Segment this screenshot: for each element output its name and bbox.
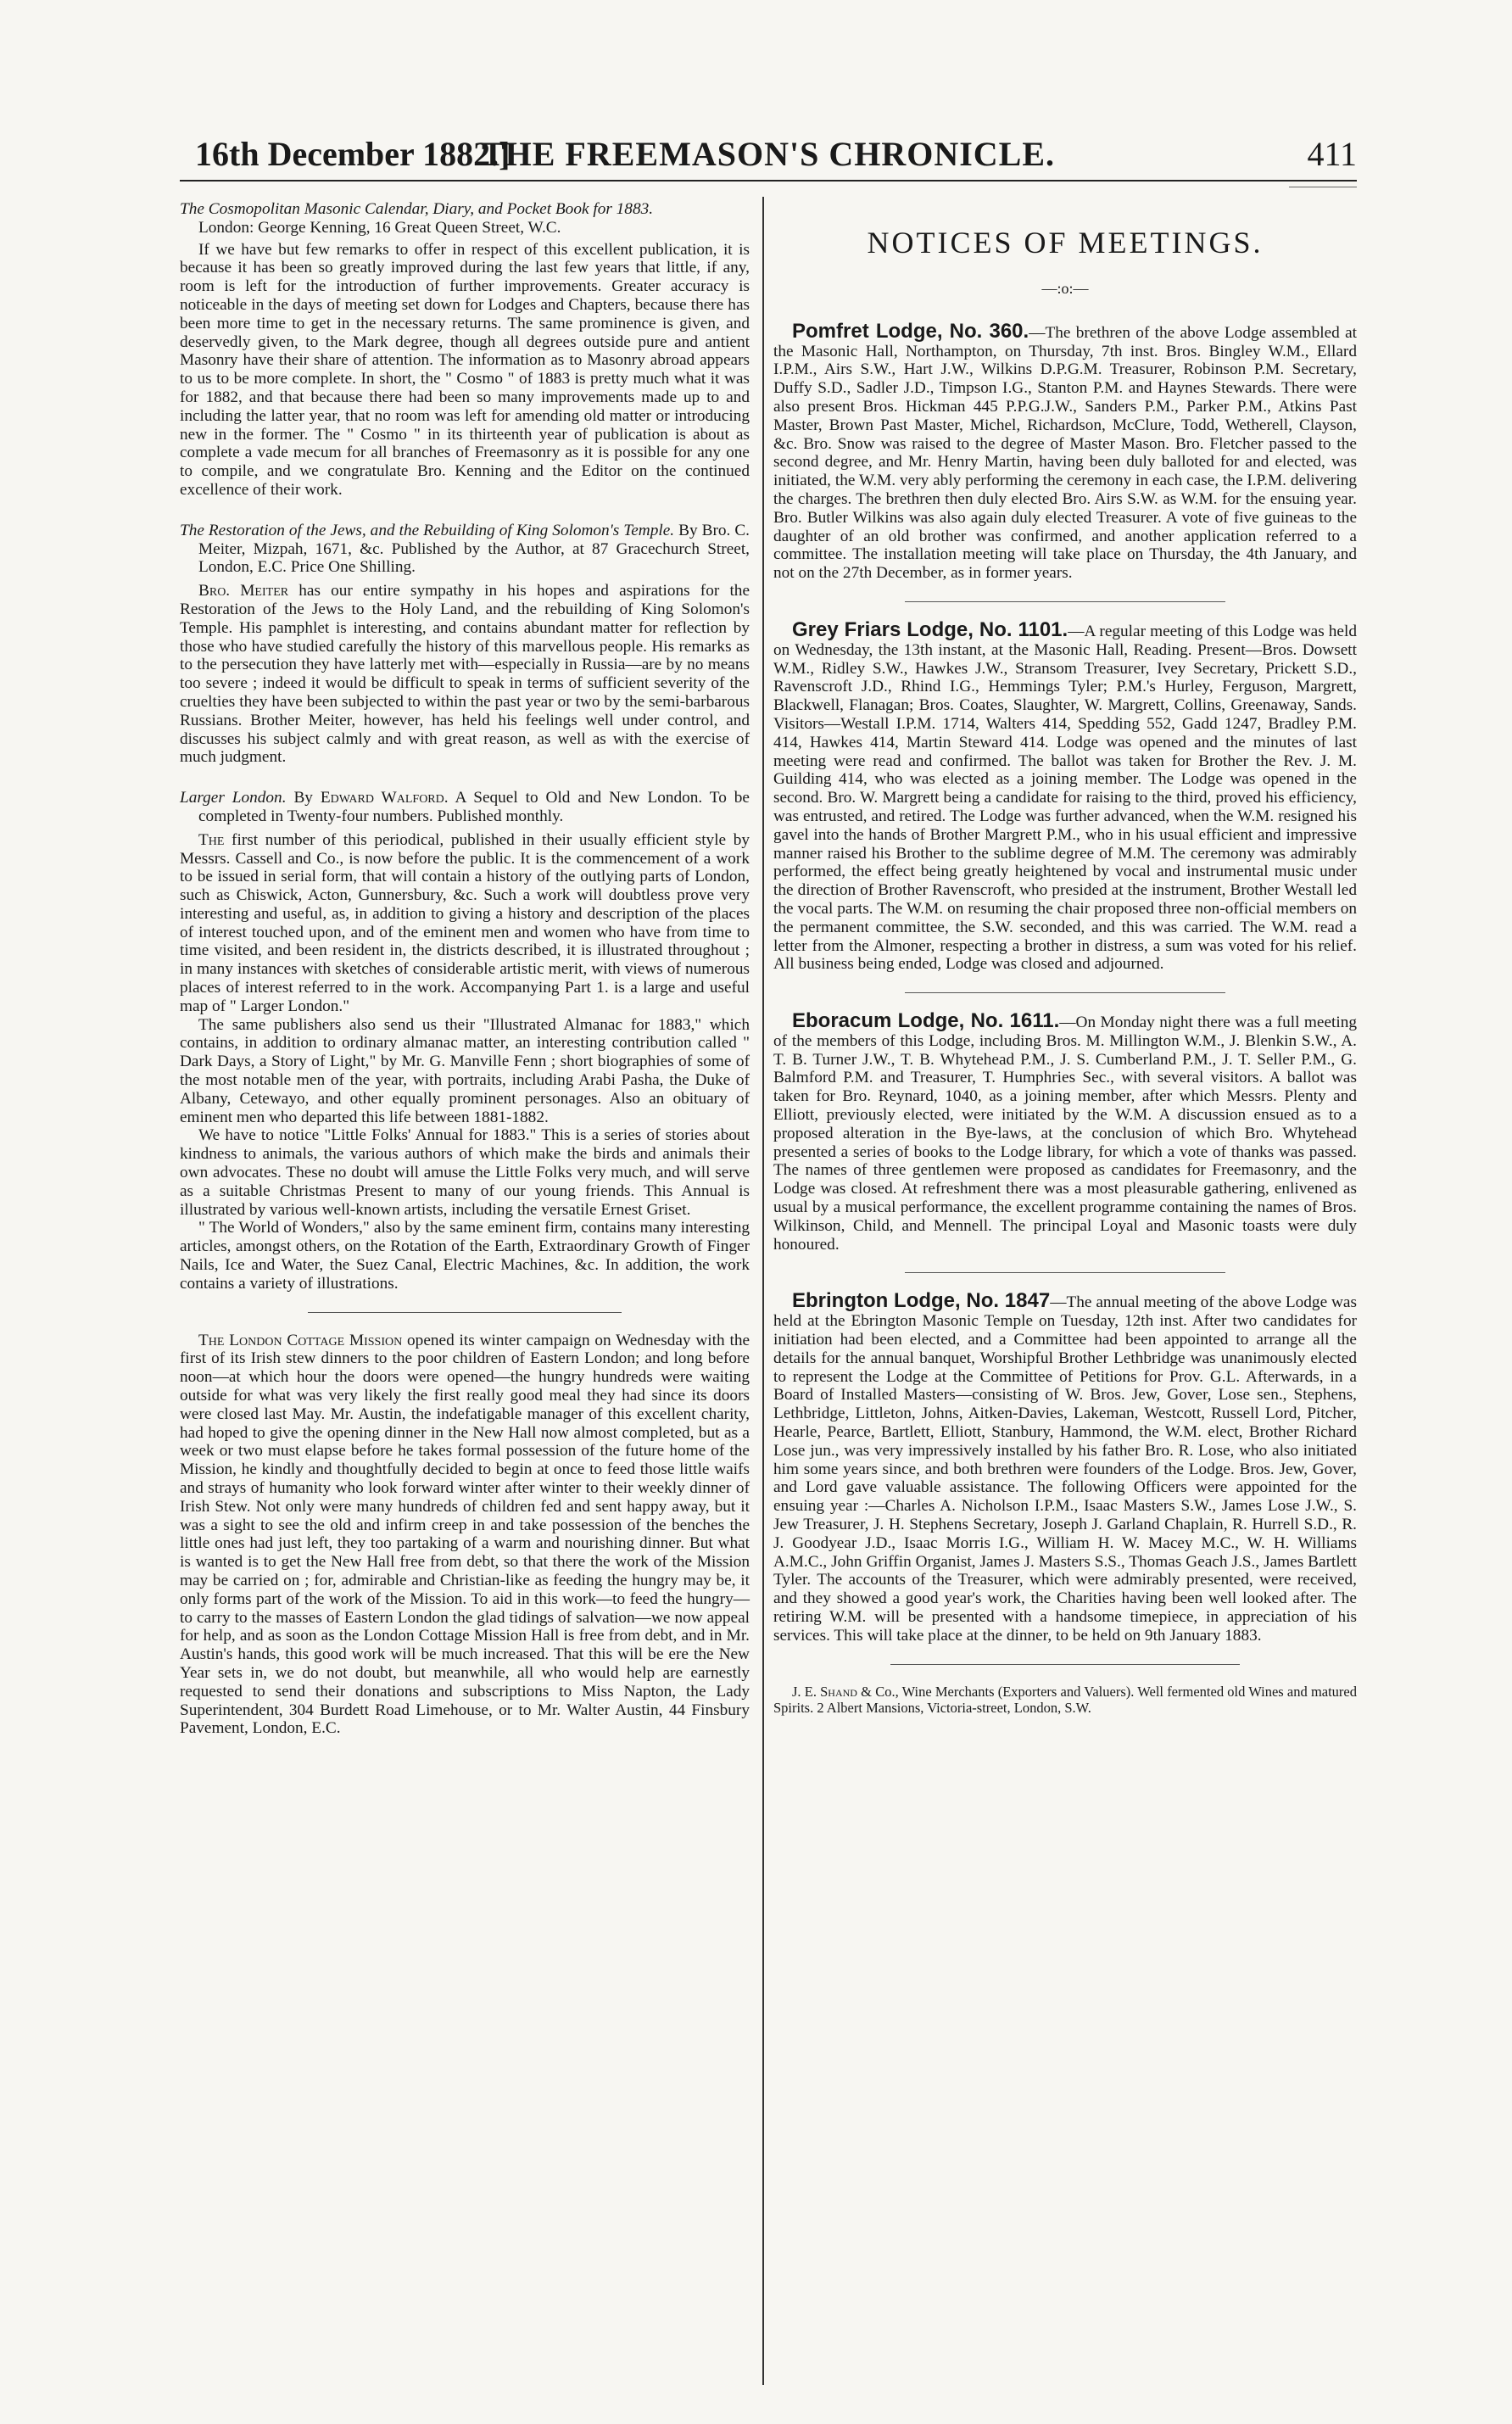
review-cosmopolitan-title: The Cosmopolitan Masonic Calendar, Diary, and Pocket Book for 1883.: [180, 200, 654, 218]
section-rule: [905, 601, 1225, 602]
cottage-mission-body: opened its winter campaign on Wednesday with the first of its Irish stew dinners to the poor children of Eastern London; and long before noon—at which hour the doors were opened—the hungry hundreds were waiting outside for what was very likely the first really good meal they had since its doors were closed last May. Mr. Austin, the indefatigable manager of this excellent charity, had hoped to give the opening dinner in the New Hall now almost completed, but as a week or two must elapse before he takes formal possession of the future home of the Mission, he kindly and thoughtfully decided to begin at once to feed those little waifs and strays of humanity who look forward winter after winter to their weekly dinner of Irish Stew. Not only were many hundreds of children fed and sent happy away, but it was a sight to see the old and infirm creep in and take possession of the benches the little ones had just left, they too partaking of a warm and nourishing dinner. But what is wanted is to get the New Hall free from debt, so that there the work of the Mission may be carried on ; for, admirable and Christian-like as feeding the hungry may be, it only forms part of the work of the Mission. To aid in this work—to feed the hungry— to carry to the masses of Eastern London the glad tidings of salvation—we now appeal for help, and as soon as the London Cottage Mission Hall is free from debt, and in Mr. Austin's hands, this good work will be much increased. That this will be ere the New Year sets in, we do not doubt, but meanwhile, all who would help are earnestly requested to send their donations and subscriptions to Miss Napton, the Lady Superintendent, 304 Burdett Road Limehouse, or to Mr. Walter Austin, 44 Finsbury Pavement, London, E.C.: [180, 1331, 750, 1738]
page-header: [180, 127, 1357, 180]
review-larger-london-p4: " The World of Wonders," also by the same eminent firm, contains many interesting articles, amongst others, on the Rotation of the Earth, Extraordinary Growth of Finger Nails, Ice and Water, the Suez Canal, Electric Machines, &c. In addition, the work contains a variety of illustrations.: [180, 1219, 750, 1293]
section-rule: [308, 1312, 622, 1313]
header-date: 16th December 1882.]: [195, 135, 511, 173]
notice-eboracum-body: —On Monday night there was a full meeting of the members of this Lodge, including Bros. M. Millington W.M., J. Blenkin S.W., A. T. B. Turner J.W., T. B. Whytehead P.M., J. S. Cumberland P.M., J. T. Seller P.M., G. Balmford P.M. and Treasurer, T. Humphries Sec., with several visitors. A ballot was taken for Bro. Reynard, 1040, as a joining member, after which Messrs. Plenty and Elliott, previously elected, were initiated by the W.M. A discussion ensued as to a proposed alteration in the Bye-laws, at the conclusion of which Bro. Whytehead presented a series of books to the Lodge library, for which a vote of thanks was passed. The names of three gentlemen were proposed as candidates for Freemasonry, and the Lodge was closed. At refreshment there was a most pleasurable gathering, enlivened as usual by a musical performance, the excellent programme containing the names of Bros. Wilkinson, Child, and Mennell. The principal Loyal and Masonic toasts were duly honoured.: [773, 1014, 1358, 1254]
review-larger-london-heading: Larger London. By Edward Walford. A Sequel to Old and New London. To be completed in Twenty-four numbers. Published monthly.: [180, 789, 750, 825]
section-rule: [905, 992, 1225, 993]
notice-pomfret-title: Pomfret Lodge, No. 360.: [792, 319, 1029, 343]
notice-grey-friars-lodge: [773, 617, 1357, 974]
notice-grey-friars-body: —A regular meeting of this Lodge was held on Wednesday, the 13th instant, at the Masonic Hall, Reading. Present—Bros. Dowsett W.M., Ridley S.W., Hawkes J.W., Stransom Treasurer, Ivey Secretary, Prickett S.D., Ravenscroft J.D., Rhind I.G., Hemmings Tyler; P.M.'s Hurley, Ferguson, Margrett, Blackwell, Flanagan; Bros. Coates, Slaughter, W. Margrett, Collins, Greenaway, Sands. Visitors—Westall I.P.M. 1714, Walters 414, Spedding 552, Gadd 1247, Bradley P.M. 414, Hawkes 414, Martin Steward 414. Lodge was opened and the minutes of last meeting were read and confirmed. The ballot was taken for Brother the Rev. J. M. Guilding 414, who was elected as a joining member. The Lodge was opened in the second. Bro. W. Margrett being a candidate for raising to the third, proved his efficiency, was entrusted, and retired. The Lodge was further advanced, when the W.M. resigned his gavel into the hands of Brother Margrett P.M., who in his usual efficient and impressive manner raised his Brother to the sublime degree of M.M. The ceremony was admirably performed, the effect being greatly heightened by vocal and instrumental music under the direction of Brother Ravenscroft, who presided at the instrument, Brother Westall led the vocal parts. The W.M. on resuming the chair proposed three non-official members on the permanent committee, the S.W. seconded, and this was carried. The W.M. read a letter from the Almoner, respecting a brother in distress, a sum was voted for his relief. All business being ended, Lodge was closed and adjourned.: [773, 622, 1357, 974]
column-divider: [762, 197, 764, 2385]
advertisement-name: J. E. Shand: [792, 1683, 857, 1700]
advertisement-body: & Co., Wine Merchants (Exporters and Valuers). Well fermented old Wines and matured Spirits. 2 Albert Mansions, Victoria-street, London, S.W.: [773, 1683, 1357, 1716]
review-restoration-heading: [180, 522, 750, 577]
notice-ebrington-lodge: [773, 1289, 1357, 1645]
review-cosmopolitan-publisher: London: George Kenning, 16 Great Queen Street, W.C.: [198, 218, 561, 237]
review-larger-london-author: Edward Walford: [320, 789, 444, 807]
review-restoration-body: [180, 582, 750, 767]
notice-grey-friars-title: Grey Friars Lodge, No. 1101.: [792, 617, 1068, 641]
review-larger-london-title: Larger London.: [180, 789, 287, 807]
section-rule: [905, 1272, 1225, 1273]
notice-ebrington-body: —The annual meeting of the above Lodge was held at the Ebrington Masonic Temple on Tuesday, 12th inst. After two candidates for initiation had been elected, and a Committee had been appointed to arrange all the details for the annual banquet, Worshipful Brother Lethbridge was unanimously elected to represent the Lodge at the Committee of Petitions for Prov. G.L. Afterwards, in a Board of Installed Masters—consisting of W. Bros. Jew, Gover, Lose sen., Stephens, Lethbridge, Littleton, Johns, Aitken-Davies, Lakeman, Westcott, Russell Lord, Pitcher, Hearle, Pearce, Bartlett, Elliott, Stanbury, Hammond, the W.M. elect, Brother Richard Lose jun., was very impressively installed by his father Bro. R. Lose, who also initiated him some years since, and both brethren were founders of the Lodge. Bros. Jew, Gover, and Lord gave valuable assistance. The following Officers were appointed for the ensuing year :—Charles A. Nicholson I.P.M., Isaac Masters S.W., James Lose J.W., S. Jew Treasurer, J. H. Stephens Secretary, Joseph J. Garland Chaplain, R. Hurrell S.D., R. J. Goodyear J.D., Isaac Morris I.G., William H. W. Macey M.C., W. H. Williams A.M.C., John Griffin Organist, James J. Masters S.S., Thomas Geach J.S., James Bartlett Tyler. The accounts of the Treasurer, which were admirably presented, were received, and they showed a good year's work, the Charities having been well looked after. The retiring W.M. will be presented with a handsome timepiece, in appreciation of his services. This will take place at the dinner, to be held on 9th January 1883.: [773, 1293, 1357, 1645]
notice-ebrington-title: Ebrington Lodge, No. 1847: [792, 1289, 1051, 1313]
review-larger-london-publisher: . A Sequel to Old and New London. To be completed in Twenty-four numbers. Published monthly.: [198, 789, 750, 825]
header-rule: [180, 180, 1357, 182]
left-column: [180, 200, 750, 1738]
review-restoration-text: has our entire sympathy in his hopes and aspirations for the Restoration of the Jews to the Holy Land, and the rebuilding of King Solomon's Temple. His pamphlet is interesting, and contains abundant matter for reflection by those who have studied carefully the history of this marvellous people. His remarks as to the persecution they have latterly met with—especially in Russia—are by no means too severe ; indeed it would be difficult to speak in terms of sufficient severity of the cruelties they have been subjected to within the past year or two by the semi-barbarous Russians. Brother Meiter, however, has held his feelings well under control, and discusses his subject calmly and with great reason, as well as with the exercise of much judgment.: [180, 582, 750, 767]
notices-ornament: —:o:—: [1041, 280, 1089, 297]
page-number: 411: [1307, 135, 1357, 173]
review-larger-london-p2: The same publishers also send us their "Illustrated Almanac for 1883," which contains, in addition to ordinary almanac matter, an interesting contribution called " Dark Days, a Story of Light," by Mr. G. Manville Fenn ; short biographies of some of the most notable men of the year, with portraits, including Arabi Pasha, the Duke of Albany, Cetewayo, and other equally prominent personages. Also an obituary of eminent men who departed this life between 1881-1882.: [180, 1015, 750, 1126]
notice-eboracum-title: Eboracum Lodge, No. 1611.: [792, 1009, 1060, 1033]
cottage-mission-lead: The London Cottage Mission: [198, 1331, 403, 1349]
review-restoration-lead: Bro. Meiter: [198, 582, 289, 600]
advertisement-shand: [773, 1684, 1357, 1716]
notice-eboracum-lodge: [773, 1009, 1358, 1254]
review-cosmopolitan-body: If we have but few remarks to offer in respect of this excellent publication, it is because it has been so greatly improved during the last few years that little, if any, room is left for the introduction of further improvements. Greater accuracy is noticeable in the days of meeting set down for Lodges and Chapters, because there has been more time to get in the necessary returns. The same prominence is given, and deservedly given, to the Mark degree, though all degrees outside pure and antient Masonry have their share of attention. The information as to Masonry abroad appears to us to be more complete. In short, the " Cosmo " of 1883 is pretty much what it was for 1882, and that because there had been so many improvements made up to and including the latter year, that no room was left for amending old matter or introducing new in the former. The " Cosmo " in its thirteenth year of publication is about as complete a vade mecum for all branches of Freemasonry as it is possible for any one to compile, and we congratulate Bro. Kenning and the Editor on the continued excellence of their work.: [180, 240, 750, 499]
right-column: [773, 200, 1357, 1716]
notice-pomfret-lodge: [773, 319, 1357, 583]
review-larger-london-p3: We have to notice "Little Folks' Annual for 1883." This is a series of stories about kindness to animals, the various authors of which make the birds and animals their own advocates. These no doubt will amuse the Little Folks very much, and will serve as a suitable Christmas Present to many of our young friends. This Annual is illustrated by various well-known artists, including the versatile Ernest Griset.: [180, 1126, 750, 1219]
review-cosmopolitan-heading: [180, 200, 750, 237]
cottage-mission-article: [180, 1332, 750, 1739]
review-restoration-title: The Restoration of the Jews, and the Rebuilding of King Solomon's Temple.: [180, 521, 675, 539]
notices-heading: NOTICES OF MEETINGS.: [867, 226, 1264, 260]
header-title: THE FREEMASON'S CHRONICLE.: [481, 135, 1056, 173]
review-larger-london-p1: The first number of this periodical, published in their usually efficient style by Messrs. Cassell and Co., is now before the public. It is the commencement of a work to be issued in serial form, that will contain a history of the outlying parts of London, such as Chiswick, Acton, Gunnersbury, &c. Such a work will doubtless prove very interesting and useful, as, in addition to giving a history and description of the places of interest touched upon, and of the eminent men and women who have from time to time visited, and been resident in, the districts described, it is illustrated throughout ; in many instances with sketches of considerable artistic merit, with views of numerous places of interest referred to in the work. Accompanying Part 1. is a large and useful map of " Larger London.": [180, 830, 750, 1015]
review-restoration-publisher: By Bro. C. Meiter, Mizpah, 1671, &c. Published by the Author, at 87 Gracechurch Street, London, E.C. Price One Shilling.: [198, 521, 750, 577]
section-rule: [890, 1664, 1241, 1665]
notice-pomfret-body: —The brethren of the above Lodge assembled at the Masonic Hall, Northampton, on Thursday, 7th inst. Bros. Bingley W.M., Ellard I.P.M., Airs S.W., Hart J.W., Wilkins D.P.G.M. Treasurer, Robinson P.M. Secretary, Duffy S.D., Sadler J.D., Timpson I.G., Stanton P.M. and Haynes Stewards. There were also present Bros. Hickman 445 P.P.G.J.W., Sanders P.M., Parker P.M., Atkins Past Master, Brown Past Master, Michel, Richardson, McClure, Todd, Wetherell, Clayson, &c. Bro. Snow was raised to the degree of Master Mason. Bro. Fletcher passed to the second degree, and Mr. Henry Martin, having been duly balloted for and elected, was initiated, the W.M. very ably performing the ceremony in each case, the I.P.M. delivering the charges. The brethren then duly elected Bro. Airs S.W. as W.M. for the ensuing year. Bro. Butler Wilkins was also again duly elected Treasurer. A vote of five guineas to the daughter of an old brother was confirmed, and another application referred to a committee. The installation meeting will take place on Thursday, the 4th January, and not on the 27th December, as in former years.: [773, 323, 1357, 583]
